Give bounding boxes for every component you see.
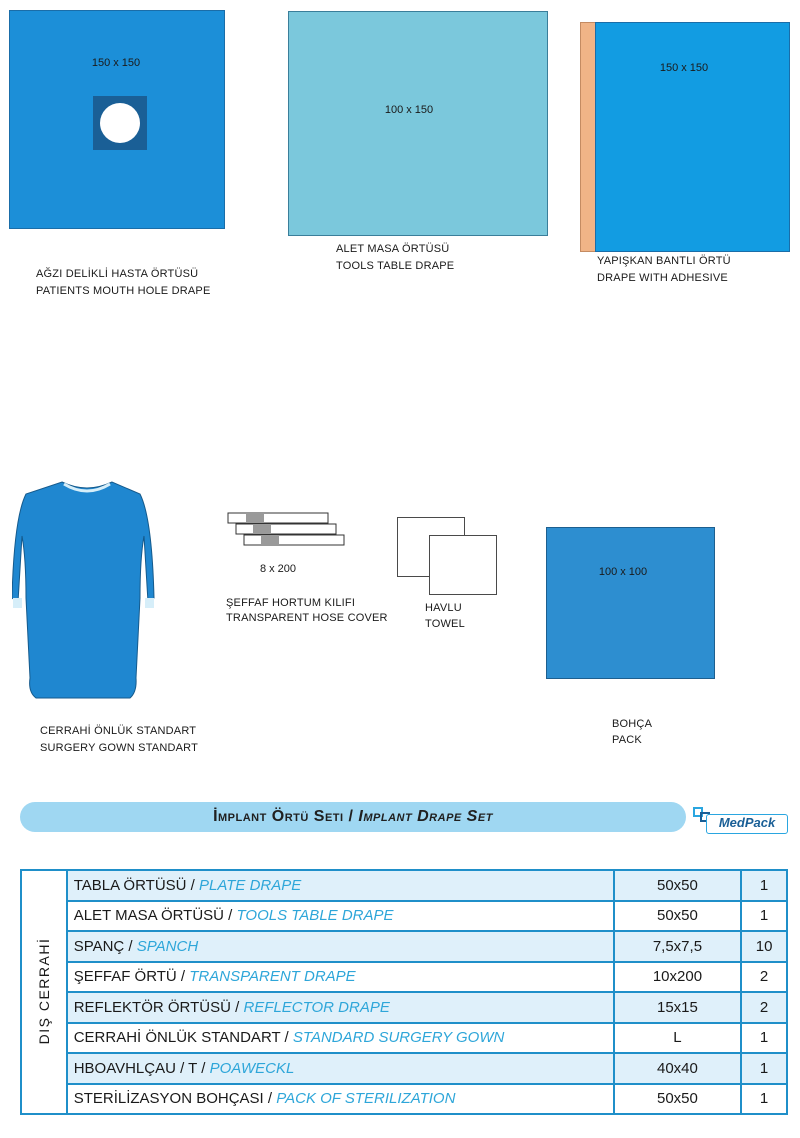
tools-table-drape-size: 100 x 150 [384, 104, 434, 116]
item-qty: 1 [741, 901, 787, 932]
item-qty: 1 [741, 870, 787, 901]
item-name-en: POAWECKL [209, 1059, 295, 1077]
item-name [67, 1023, 614, 1054]
item-name-en: TOOLS TABLE DRAPE [236, 907, 394, 925]
item-qty: 10 [741, 931, 787, 962]
hose-cover-size: 8 x 200 [259, 563, 297, 575]
item-name-tr: ALET MASA ÖRTÜSÜ / [73, 907, 237, 925]
title-separator: / [343, 808, 359, 825]
side-label: DIŞ CERRAHİ [36, 937, 52, 1045]
adhesive-drape-image [595, 22, 790, 252]
pack-image [546, 527, 715, 679]
item-qty: 2 [741, 962, 787, 993]
tools-table-drape-image [288, 11, 548, 236]
item-size: 50x50 [614, 1084, 741, 1115]
hose-cover-label-en: TRANSPARENT HOSE COVER [226, 612, 388, 624]
item-name [67, 870, 614, 901]
title-tr: İmplant Örtü Seti [213, 808, 344, 825]
item-name-tr: SPANÇ / [73, 937, 137, 955]
towel-label-en: TOWEL [425, 618, 465, 630]
item-name-en: PACK OF STERILIZATION [276, 1090, 456, 1108]
mouth-hole-drape-label-en: PATIENTS MOUTH HOLE DRAPE [36, 285, 211, 297]
towel-image-front [429, 535, 497, 595]
item-qty: 1 [741, 1053, 787, 1084]
items-table [20, 869, 788, 1115]
hose-cover-label-tr: ŞEFFAF HORTUM KILIFI [226, 597, 356, 609]
mouth-hole-drape-size: 150 x 150 [91, 57, 141, 69]
hose-cover-image [226, 510, 350, 550]
surgery-gown-image [12, 478, 162, 704]
pack-size: 100 x 100 [598, 566, 648, 578]
item-name [67, 1053, 614, 1084]
medpack-logo-text: MedPack [706, 814, 788, 834]
side-label-cell [21, 870, 67, 1114]
adhesive-drape-size: 150 x 150 [659, 62, 709, 74]
item-name-tr: STERİLİZASYON BOHÇASI / [73, 1090, 277, 1108]
item-name [67, 1084, 614, 1115]
item-name [67, 962, 614, 993]
adhesive-drape-label-tr: YAPIŞKAN BANTLI ÖRTÜ [597, 255, 731, 267]
table-row [21, 992, 787, 1023]
item-size: L [614, 1023, 741, 1054]
table-row [21, 1053, 787, 1084]
table-row [21, 931, 787, 962]
item-qty: 1 [741, 1084, 787, 1115]
page-title [20, 802, 686, 832]
item-name-tr: TABLA ÖRTÜSÜ / [73, 876, 199, 894]
item-name-en: SPANCH [136, 937, 199, 955]
table-row [21, 1084, 787, 1115]
mouth-hole-opening [100, 103, 140, 143]
item-size: 15x15 [614, 992, 741, 1023]
tools-table-drape-label-tr: ALET MASA ÖRTÜSÜ [336, 243, 450, 255]
item-size: 40x40 [614, 1053, 741, 1084]
item-size: 10x200 [614, 962, 741, 993]
item-name-en: TRANSPARENT DRAPE [189, 968, 356, 986]
item-name-tr: HBOAVHLÇAU / T / [73, 1059, 210, 1077]
item-name-tr: REFLEKTÖR ÖRTÜSÜ / [73, 998, 244, 1016]
table-row [21, 962, 787, 993]
item-size: 50x50 [614, 901, 741, 932]
item-size: 50x50 [614, 870, 741, 901]
table-row [21, 1023, 787, 1054]
title-en: Implant Drape Set [358, 808, 493, 825]
tools-table-drape-label-en: TOOLS TABLE DRAPE [336, 260, 455, 272]
item-name-en: PLATE DRAPE [199, 876, 302, 894]
item-qty: 1 [741, 1023, 787, 1054]
table-row [21, 901, 787, 932]
gown-label-tr: CERRAHİ ÖNLÜK STANDART [40, 725, 197, 737]
item-qty: 2 [741, 992, 787, 1023]
item-name [67, 992, 614, 1023]
item-name-en: STANDARD SURGERY GOWN [292, 1029, 505, 1047]
pack-label-en: PACK [612, 734, 642, 746]
item-name [67, 931, 614, 962]
item-name [67, 901, 614, 932]
gown-label-en: SURGERY GOWN STANDART [40, 742, 199, 754]
towel-label-tr: HAVLU [425, 602, 462, 614]
item-name-tr: ŞEFFAF ÖRTÜ / [73, 968, 190, 986]
item-name-en: REFLECTOR DRAPE [243, 998, 390, 1016]
table-row [21, 870, 787, 901]
adhesive-drape-label-en: DRAPE WITH ADHESIVE [597, 272, 728, 284]
pack-label-tr: BOHÇA [612, 718, 653, 730]
item-size: 7,5x7,5 [614, 931, 741, 962]
mouth-hole-drape-label-tr: AĞZI DELİKLİ HASTA ÖRTÜSÜ [36, 268, 199, 280]
item-name-tr: CERRAHİ ÖNLÜK STANDART / [73, 1029, 293, 1047]
